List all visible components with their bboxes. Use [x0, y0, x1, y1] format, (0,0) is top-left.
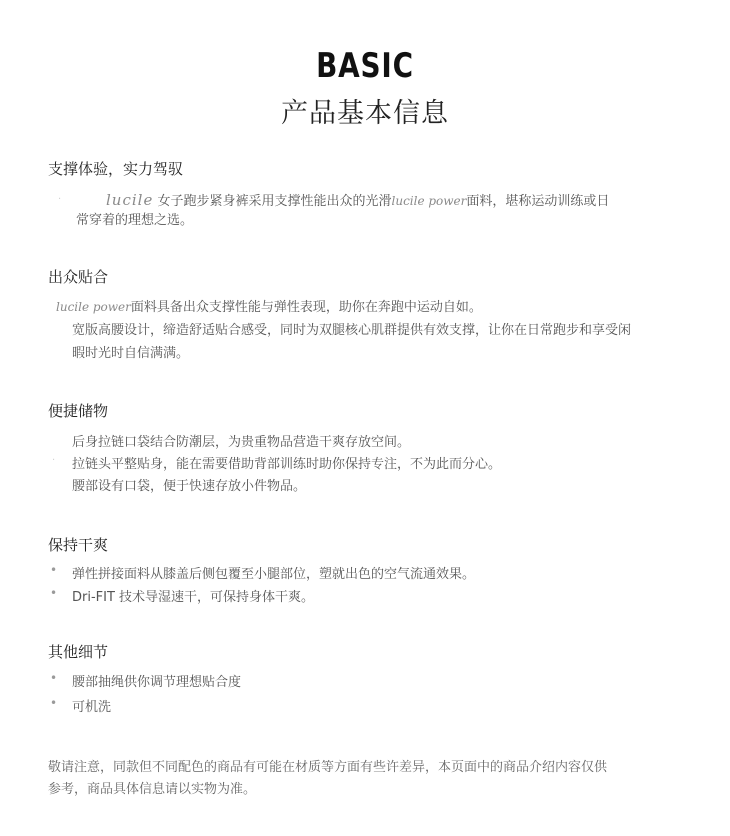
section-fit-line-1 [56, 296, 482, 315]
list-item: Dri-FIT 技术导湿速干，可保持身体干爽。 [72, 590, 315, 605]
list-item: 腰部抽绳供你调节理想贴合度 [72, 675, 242, 690]
bullet-icon: • [50, 586, 58, 600]
body-text: 面料，堪称运动训练或日 [466, 194, 610, 209]
bullet-icon: • [50, 563, 58, 577]
section-title-details: 其他细节 [48, 643, 109, 661]
section-title-support: 支撑体验，实力驾驭 [48, 160, 184, 178]
section-fit-line-2: 宽版高腰设计，缔造舒适贴合感受，同时为双腿核心肌群提供有效支撑，让你在日常跑步和享受闲 [72, 323, 632, 338]
notice-line-1: 敬请注意，同款但不同配色的商品有可能在材质等方面有些许差异，本页面中的商品介绍内容仅供 [48, 760, 608, 775]
bullet-icon: • [50, 671, 58, 685]
faint-mark: · [52, 455, 56, 466]
section-title-fit: 出众贴合 [48, 268, 109, 286]
notice-line-2: 参考，商品具体信息请以实物为准。 [48, 782, 257, 797]
list-item: 弹性拼接面料从膝盖后侧包覆至小腿部位，塑就出色的空气流通效果。 [72, 567, 476, 582]
list-item: 后身拉链口袋结合防潮层，为贵重物品营造干爽存放空间。 [72, 435, 411, 450]
faint-mark: · [58, 194, 62, 205]
brand-text: lucile [106, 191, 154, 209]
list-item: 拉链头平整贴身，能在需要借助背部训练时助你保持专注，不为此而分心。 [72, 457, 502, 472]
brand-text: lucile power [391, 194, 467, 208]
brand-text: lucile power [56, 300, 131, 314]
section-title-dry: 保持干爽 [48, 536, 109, 554]
section-support-line-2: 常穿着的理想之选。 [76, 213, 194, 228]
section-support-line-1 [106, 190, 609, 209]
section-title-storage: 便捷储物 [48, 402, 109, 420]
section-fit-line-3: 暇时光时自信满满。 [72, 346, 190, 361]
list-item: 腰部设有口袋，便于快速存放小件物品。 [72, 479, 307, 494]
bullet-icon: • [50, 696, 58, 710]
body-text: 女子跑步紧身裤采用支撑性能出众的光滑 [157, 194, 392, 209]
body-text: 面料具备出众支撑性能与弹性表现，助你在奔跑中运动自如。 [130, 300, 482, 315]
list-item: 可机洗 [72, 700, 112, 715]
page-title: BASIC [316, 46, 414, 86]
page-subtitle: 产品基本信息 [281, 98, 449, 129]
